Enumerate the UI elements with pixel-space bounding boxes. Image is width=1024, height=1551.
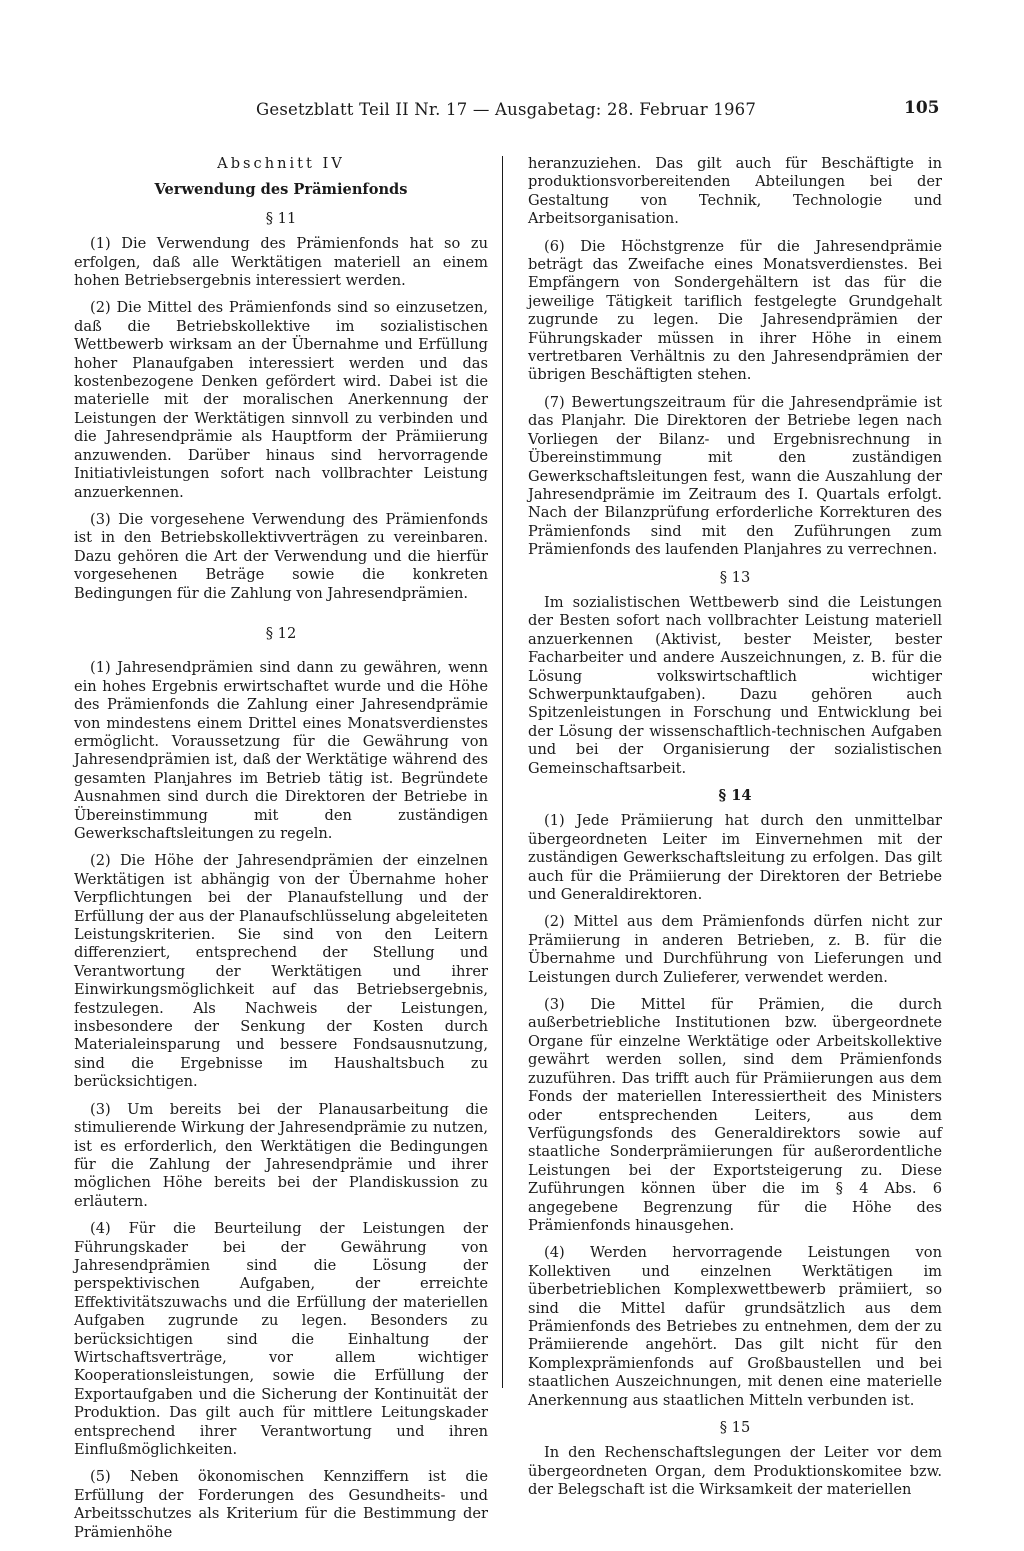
s14-paragraph-4: (4) Werden hervorragende Leistungen von Kollektiven und einzelnen Werktätigen im überbetrieblichen Komplexwettbewerb prämiiert, so sind die Mittel dafür grundsätzlich aus dem Prämienfonds des Betriebes zu entnehmen, dem der zu Prämiierende angehört. Das gilt nicht für den Komplexprämienfonds auf Großbaustellen und bei staatlichen Auszeichnungen, mit denen eine materielle Anerkennung aus staatlichen Mitteln verbunden ist. [528, 1244, 942, 1409]
section-title: Verwendung des Prämienfonds [154, 181, 408, 199]
s12-paragraph-4: (4) Für die Beurteilung der Leistungen der Führungskader bei der Gewährung von Jahresendprämien sind die Lösung der perspektivischen Aufgaben, der erreichte Effektivitätszuwachs und die Erfüllung der materiellen Aufgaben zugrunde zu legen. Besonders zu berücksichtigen sind die Einhaltung der Wirtschaftsverträge, vor allem wichtiger Kooperationsleistungen, sowie die Erfüllung der Exportaufgaben und die Sicherung der Kontinuität der Produktion. Das gilt auch für mittlere Leitungskader entsprechend ihrer Verantwortung und ihren Einflußmöglichkeiten. [74, 1220, 488, 1458]
s11-paragraph-3: (3) Die vorgesehene Verwendung des Prämienfonds ist in den Betriebskollektivverträgen zu vereinbaren. Dazu gehören die Art der Verwendung und die hierfür vorgesehenen Beträge sowie die konkreten Bedingungen für die Zahlung von Jahresendprämien. [74, 510, 488, 602]
s12-paragraph-2: (2) Die Höhe der Jahresendprämien der einzelnen Werktätigen ist abhängig von der Übernahme hoher Verpflichtungen bei der Planaufstellung und der Erfüllung der aus der Planaufschlüsselung abgeleiteten Leistungskriterien. Sie sind von den Leitern differenziert, entsprechend der Stellung und Verantwortung der Werktätigen und ihrer Einwirkungsmöglichkeit auf das Betriebsergebnis, festzulegen. Als Nachweis der Leistungen, insbesondere der Senkung der Kosten durch Materialeinsparung und bessere Fondsausnutzung, sind die Ergebnisse im Haushaltsbuch zu berücksichtigen. [74, 852, 488, 1091]
s11-paragraph-1: (1) Die Verwendung des Prämienfonds hat so zu erfolgen, daß alle Werktätigen materiell an einem hohen Betriebsergebnis interessiert werden. [74, 235, 488, 290]
page-header: Gesetzblatt Teil II Nr. 17 — Ausgabetag: 28. Februar 1967 [256, 100, 757, 119]
right-column [528, 155, 942, 1509]
s12-paragraph-3: (3) Um bereits bei der Planausarbeitung die stimulierende Wirkung der Jahresendprämie zu nutzen, ist es erforderlich, den Werktätigen die Bedingungen für die Zahlung der Jahresendprämie und ihrer möglichen Höhe bereits bei der Plandiskussion zu erläutern. [74, 1100, 488, 1210]
s14-paragraph-2: (2) Mittel aus dem Prämienfonds dürfen nicht zur Prämiierung in anderen Betrieben, z. B. für die Übernahme und Durchführung von Lieferungen und Leistungen durch Zulieferer, verwendet werden. [528, 913, 942, 986]
paragraph-heading-13: § 13 [719, 568, 751, 586]
paragraph-heading-14: § 14 [718, 787, 752, 804]
page-number: 105 [904, 98, 940, 118]
s12-paragraph-6: (6) Die Höchstgrenze für die Jahresendprämie beträgt das Zweifache eines Monatsverdienstes. Bei Empfängern von Sondergehältern ist das für die jeweilige Tätigkeit tariflich festgelegte Grundgehalt zugrunde zu legen. Die Jahresendprämien der Führungskader müssen in ihrer Höhe in einem vertretbaren Verhältnis zu den Jahresendprämien der übrigen Beschäftigten stehen. [528, 237, 942, 384]
s15-paragraph-1: In den Rechenschaftslegungen der Leiter vor dem übergeordneten Organ, dem Produktionskomitee bzw. der Belegschaft ist die Wirksamkeit der materiellen [528, 1444, 942, 1499]
s11-paragraph-2: (2) Die Mittel des Prämienfonds sind so einzusetzen, daß die Betriebskollektive im sozialistischen Wettbewerb wirksam an der Übernahme und Erfüllung hoher Planaufgaben interessiert werden und das kostenbezogene Denken gefördert wird. Dabei ist die materielle mit der moralischen Anerkennung der Leistungen der Werktätigen sinnvoll zu verbinden und die Jahresendprämie als Hauptform der Prämiierung anzuwenden. Darüber hinaus sind hervorragende Initiativleistungen sofort nach vollbrachter Leistung anzuerkennen. [74, 299, 488, 501]
s12-paragraph-7: (7) Bewertungszeitraum für die Jahresendprämie ist das Planjahr. Die Direktoren der Betriebe legen nach Vorliegen der Bilanz- und Ergebnisrechnung in Übereinstimmung mit den zuständigen Gewerkschaftsleitungen fest, wann die Auszahlung der Jahresendprämie im Zeitraum des I. Quartals erfolgt. Nach der Bilanzprüfung erforderliche Korrekturen des Prämienfonds sind mit den Zuführungen zum Prämienfonds des laufenden Planjahres zu verrechnen. [528, 393, 942, 559]
s14-paragraph-1: (1) Jede Prämiierung hat durch den unmittelbar übergeordneten Leiter im Einvernehmen mit der zuständigen Gewerkschaftsleitung zu erfolgen. Das gilt auch für die Prämiierung der Direktoren der Betriebe und Generaldirektoren. [528, 812, 942, 904]
paragraph-heading-11: § 11 [265, 209, 297, 227]
paragraph-heading-12: § 12 [265, 624, 297, 642]
section-label: Abschnitt IV [217, 155, 345, 172]
left-column [74, 155, 488, 1551]
paragraph-heading-15: § 15 [719, 1419, 751, 1436]
s12-paragraph-1: (1) Jahresendprämien sind dann zu gewähren, wenn ein hohes Ergebnis erwirtschaftet wurde und die Höhe des Prämienfonds die Zahlung einer Jahresendprämie von mindestens einem Drittel eines Monatsverdienstes ermöglicht. Voraussetzung für die Gewährung von Jahresendprämien ist, daß der Werktätige während des gesamten Planjahres im Betrieb tätig ist. Begründete Ausnahmen sind durch die Direktoren der Betriebe in Übereinstimmung mit den zuständigen Gewerkschaftsleitungen zu regeln. [74, 659, 488, 842]
s14-paragraph-3: (3) Die Mittel für Prämien, die durch außerbetriebliche Institutionen bzw. übergeordnete Organe für einzelne Werktätige oder Arbeitskollektive gewährt werden sollen, sind dem Prämienfonds zuzuführen. Das trifft auch für Prämiierungen aus dem Fonds der materiellen Interessiertheit des Ministers oder entsprechenden Leiters, aus dem Verfügungsfonds des Generaldirektors sowie auf staatliche Sonderprämiierungen für außerordentliche Leistungen bei der Exportsteigerung zu. Diese Zuführungen können über die im § 4 Abs. 6 angegebene Begrenzung für die Höhe des Prämienfonds hinausgehen. [528, 996, 942, 1234]
column-divider [502, 156, 503, 1388]
s12-continuation: heranzuziehen. Das gilt auch für Beschäftigte in produktionsvorbereitenden Abteilungen bei der Gestaltung von Technik, Technologie und Arbeitsorganisation. [528, 155, 942, 228]
s12-paragraph-5: (5) Neben ökonomischen Kennziffern ist die Erfüllung der Forderungen des Gesundheits- und Arbeitsschutzes als Kriterium für die Bestimmung der Prämienhöhe [74, 1468, 488, 1541]
s13-paragraph-1: Im sozialistischen Wettbewerb sind die Leistungen der Besten sofort nach vollbrachter Leistung materiell anzuerkennen (Aktivist, bester Meister, bester Facharbeiter und andere Auszeichnungen, z. B. für die Lösung volkswirtschaftlich wichtiger Schwerpunktaufgaben). Dazu gehören auch Spitzenleistungen in Forschung und Entwicklung bei der Lösung der wissenschaftlich-technischen Aufgaben und bei der Organisierung der sozialistischen Gemeinschaftsarbeit. [528, 593, 942, 777]
